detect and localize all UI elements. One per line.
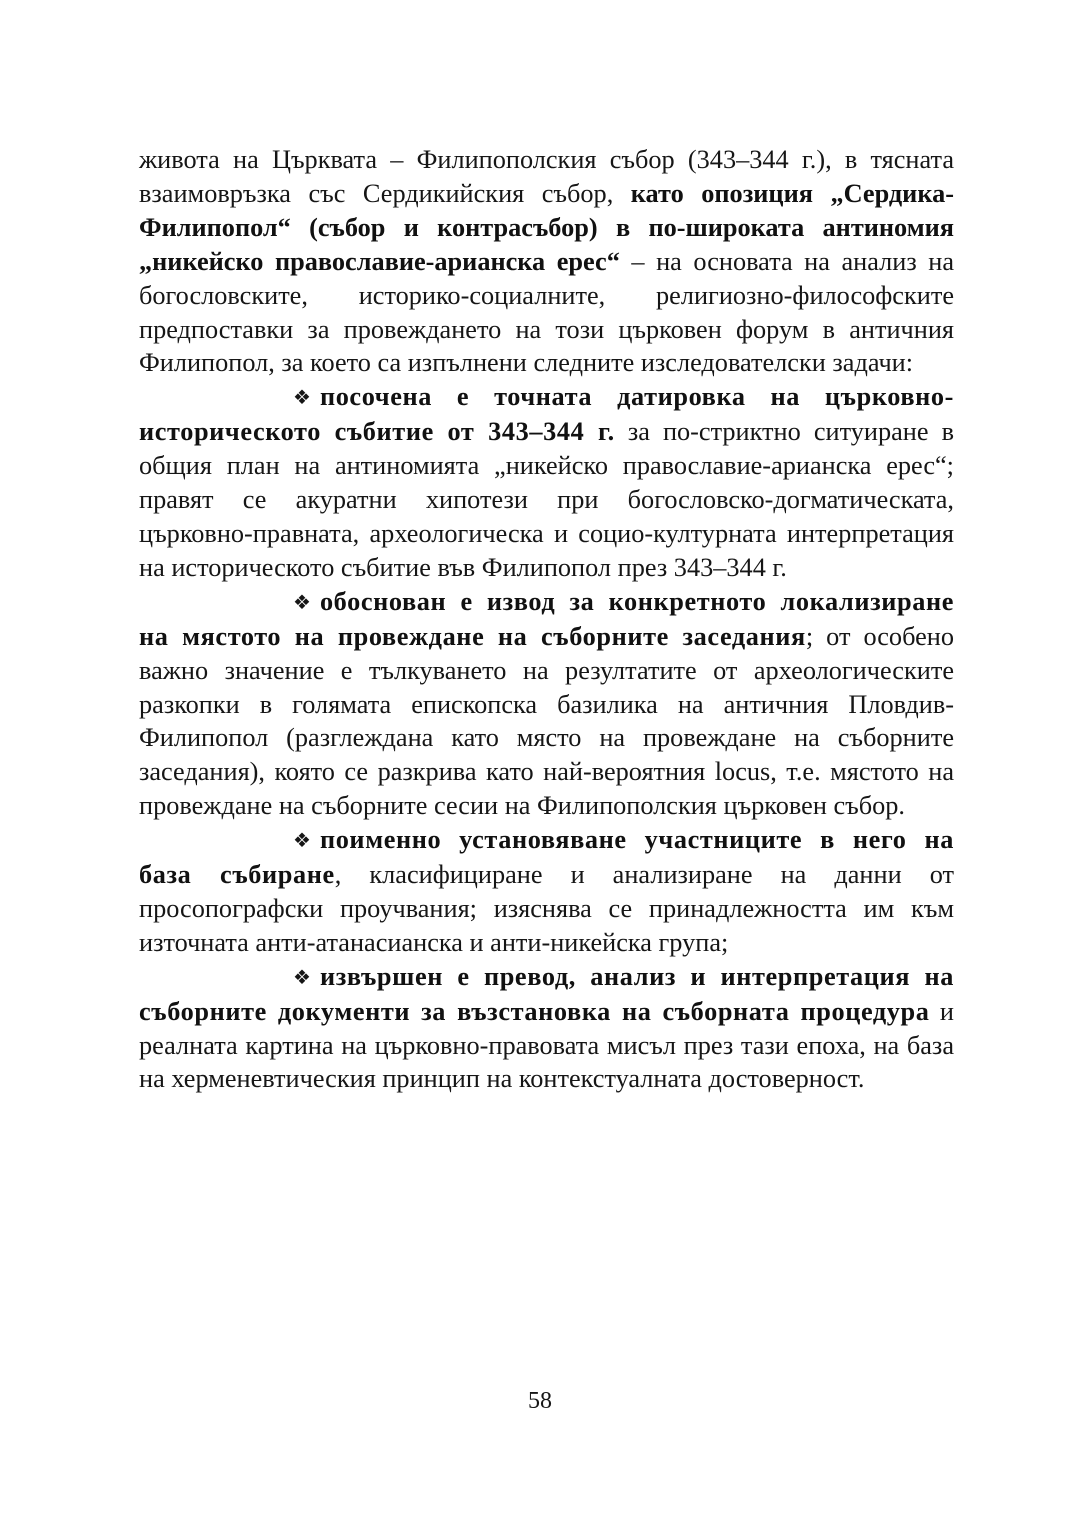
task-item-text: ; от особено важно значение е тълкуването на резултатите от археологическите разкопки в голямата епископска базилика на античния Пловдив-Филипопол (разглеждана като място на провеждане на съборните заседания), която се разкрива като най-вероятния locus, т.е. мястото на провеждане на съборните сесии на Филипополския църковен събор. [139, 621, 954, 821]
task-item-text: и реалната картина на църковно-правовата мисъл през тази епоха, на база на херменевтическия принцип на контекстуалната достоверност. [139, 996, 954, 1094]
task-item-text: , класифициране и анализиране на данни от просопографски проучвания; изяснява се принадлежността им към източната анти-атанасианска и анти-никейска група; [139, 860, 954, 957]
task-item-dating [139, 380, 954, 584]
intro-text-2: – на основата на анализ на богословските, историко-социалните, религиозно-философските предпоставки за провеждането на този църковен форум в античния Филипопол, за което са изпълнени следните изследователски задачи: [139, 246, 954, 378]
page-number: 58 [528, 1388, 552, 1414]
four-petal-diamond-icon: ❖ [293, 385, 311, 410]
task-item-participants [139, 823, 954, 960]
intro-text-1: живота на Църквата – Филипополския събор (343–344 г.), в тясната взаимовръзка със Сердикийския събор, [139, 145, 954, 208]
intro-bold-phrase: като опозиция „Сердика-Филипопол“ (събор и контрасъбор) в по-широката антиномия „никейско православие-арианска ерес“ [139, 178, 954, 276]
task-item-bold: обоснован е извод за конкретното локализиране на мястото на провеждане на съборните заседания [139, 586, 954, 651]
four-petal-diamond-icon: ❖ [293, 828, 311, 853]
task-item-bold: поименно установяване участниците в него на база събиране [139, 825, 954, 890]
task-item-bold: посочена е точната датировка на църковно-историческото събитие от 343–344 г. [139, 382, 954, 447]
intro-paragraph [139, 143, 954, 380]
task-item-translation [139, 960, 954, 1097]
task-item-bold: извършен е превод, анализ и интерпретация на съборните документи за възстановка на съборната процедура [139, 961, 954, 1026]
task-item-location [139, 585, 954, 823]
four-petal-diamond-icon: ❖ [293, 964, 311, 989]
page-body [139, 143, 954, 1096]
four-petal-diamond-icon: ❖ [293, 589, 311, 614]
task-item-text: за по-стриктно ситуиране в общия план на антиномията „никейско православие-арианска ерес“; правят се акуратни хипотези при богословско-догматическата, църковно-правната, археологическа и социо-културната интерпретация на историческото събитие във Филипопол през 343–344 г. [139, 417, 954, 582]
